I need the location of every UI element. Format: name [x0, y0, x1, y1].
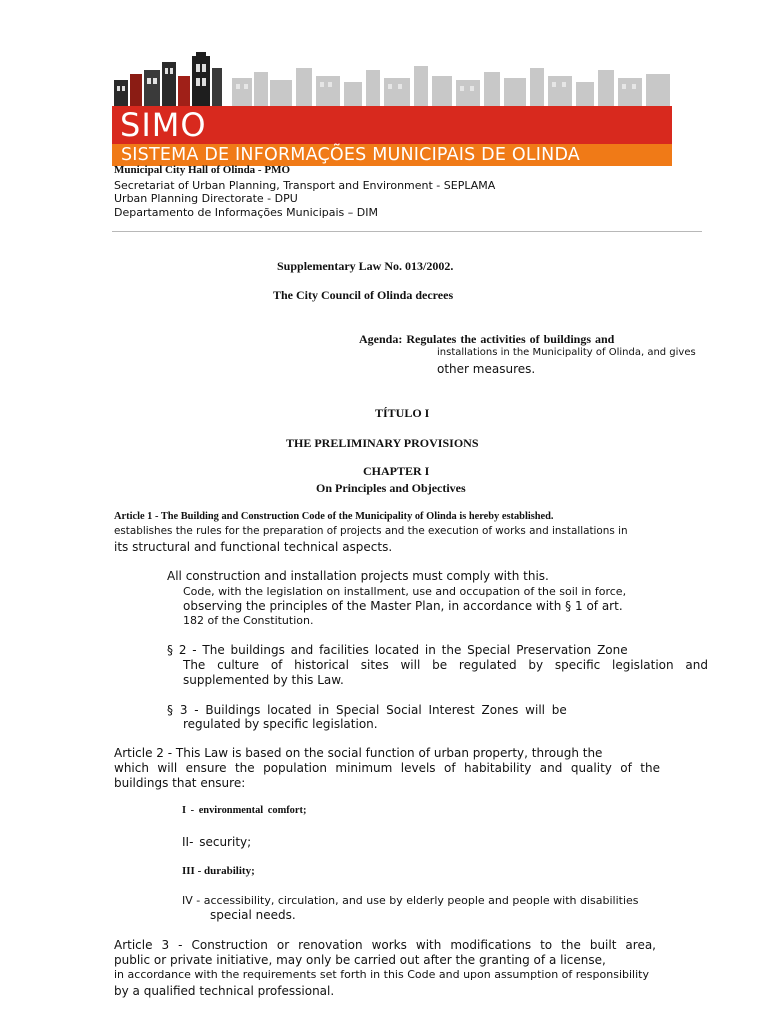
agenda-line-3: other measures. [437, 362, 536, 376]
item-environmental-comfort: I - environmental comfort; [182, 805, 307, 816]
agenda-line-2: installations in the Municipality of Olinda, and gives [437, 347, 696, 358]
simo-logo-subtitle: SISTEMA DE INFORMAÇÕES MUNICIPAIS DE OLINDA [121, 145, 580, 165]
titulo-heading: TÍTULO I [375, 406, 430, 420]
article-3-line-3: in accordance with the requirements set forth in this Code and upon assumption of responsibility [114, 968, 649, 981]
chapter-heading: CHAPTER I [363, 464, 430, 478]
preliminary-provisions-heading: THE PRELIMINARY PROVISIONS [286, 436, 479, 450]
article-2-line-2: which will ensure the population minimum levels of habitability and quality of the [114, 761, 660, 775]
paragraph-3-line-2: regulated by specific legislation. [183, 717, 378, 731]
paragraph-2-line-3: supplemented by this Law. [183, 673, 344, 687]
item-accessibility-line-2: special needs. [210, 908, 296, 922]
paragraph-2-line-2: The culture of historical sites will be regulated by specific legislation and [183, 658, 708, 672]
article-2-line-3: buildings that ensure: [114, 776, 246, 790]
simo-banner [112, 50, 672, 166]
article-1-heading: Article 1 - The Building and Construction Code of the Municipality of Olinda is hereby established. [114, 511, 554, 522]
olinda-skyline-logo [112, 50, 672, 106]
header-department: Departamento de Informações Municipais – DIM [114, 206, 378, 219]
header-divider [112, 231, 702, 232]
header-directorate: Urban Planning Directorate - DPU [114, 192, 298, 205]
item-durability: III - durability; [182, 865, 255, 877]
article-2-line-1: Article 2 - This Law is based on the social function of urban property, through the [114, 746, 603, 760]
chapter-subtitle: On Principles and Objectives [316, 481, 466, 495]
simo-logo-text: SIMO [120, 106, 207, 144]
item-accessibility-line-1: IV - accessibility, circulation, and use by elderly people and people with disabilities [182, 894, 639, 907]
item-security: II- security; [182, 835, 252, 849]
article-3-line-4: by a qualified technical professional. [114, 984, 335, 998]
paragraph-2-line-1: § 2 - The buildings and facilities located in the Special Preservation Zone [167, 643, 628, 657]
article-3-line-2: public or private initiative, may only be carried out after the granting of a license, [114, 953, 606, 967]
article-3-line-1: Article 3 - Construction or renovation works with modifications to the built area, [114, 938, 656, 952]
paragraph-1-line-3: observing the principles of the Master Plan, in accordance with § 1 of art. [183, 599, 623, 613]
law-title: Supplementary Law No. 013/2002. [277, 259, 454, 273]
law-decree: The City Council of Olinda decrees [273, 288, 454, 302]
paragraph-1-line-4: 182 of the Constitution. [183, 614, 314, 627]
paragraph-1-line-1: All construction and installation projects must comply with this. [167, 569, 549, 583]
article-1-line-2: establishes the rules for the preparation of projects and the execution of works and installations in [114, 525, 628, 537]
header-secretariat: Secretariat of Urban Planning, Transport and Environment - SEPLAMA [114, 179, 496, 192]
paragraph-3-line-1: § 3 - Buildings located in Special Social Interest Zones will be [167, 703, 567, 717]
header-city-hall: Municipal City Hall of Olinda - PMO [114, 164, 291, 176]
paragraph-1-line-2: Code, with the legislation on installment, use and occupation of the soil in force, [183, 585, 627, 598]
agenda-line-1: Agenda: Regulates the activities of buildings and [359, 332, 615, 346]
article-1-line-3: its structural and functional technical aspects. [114, 540, 393, 554]
